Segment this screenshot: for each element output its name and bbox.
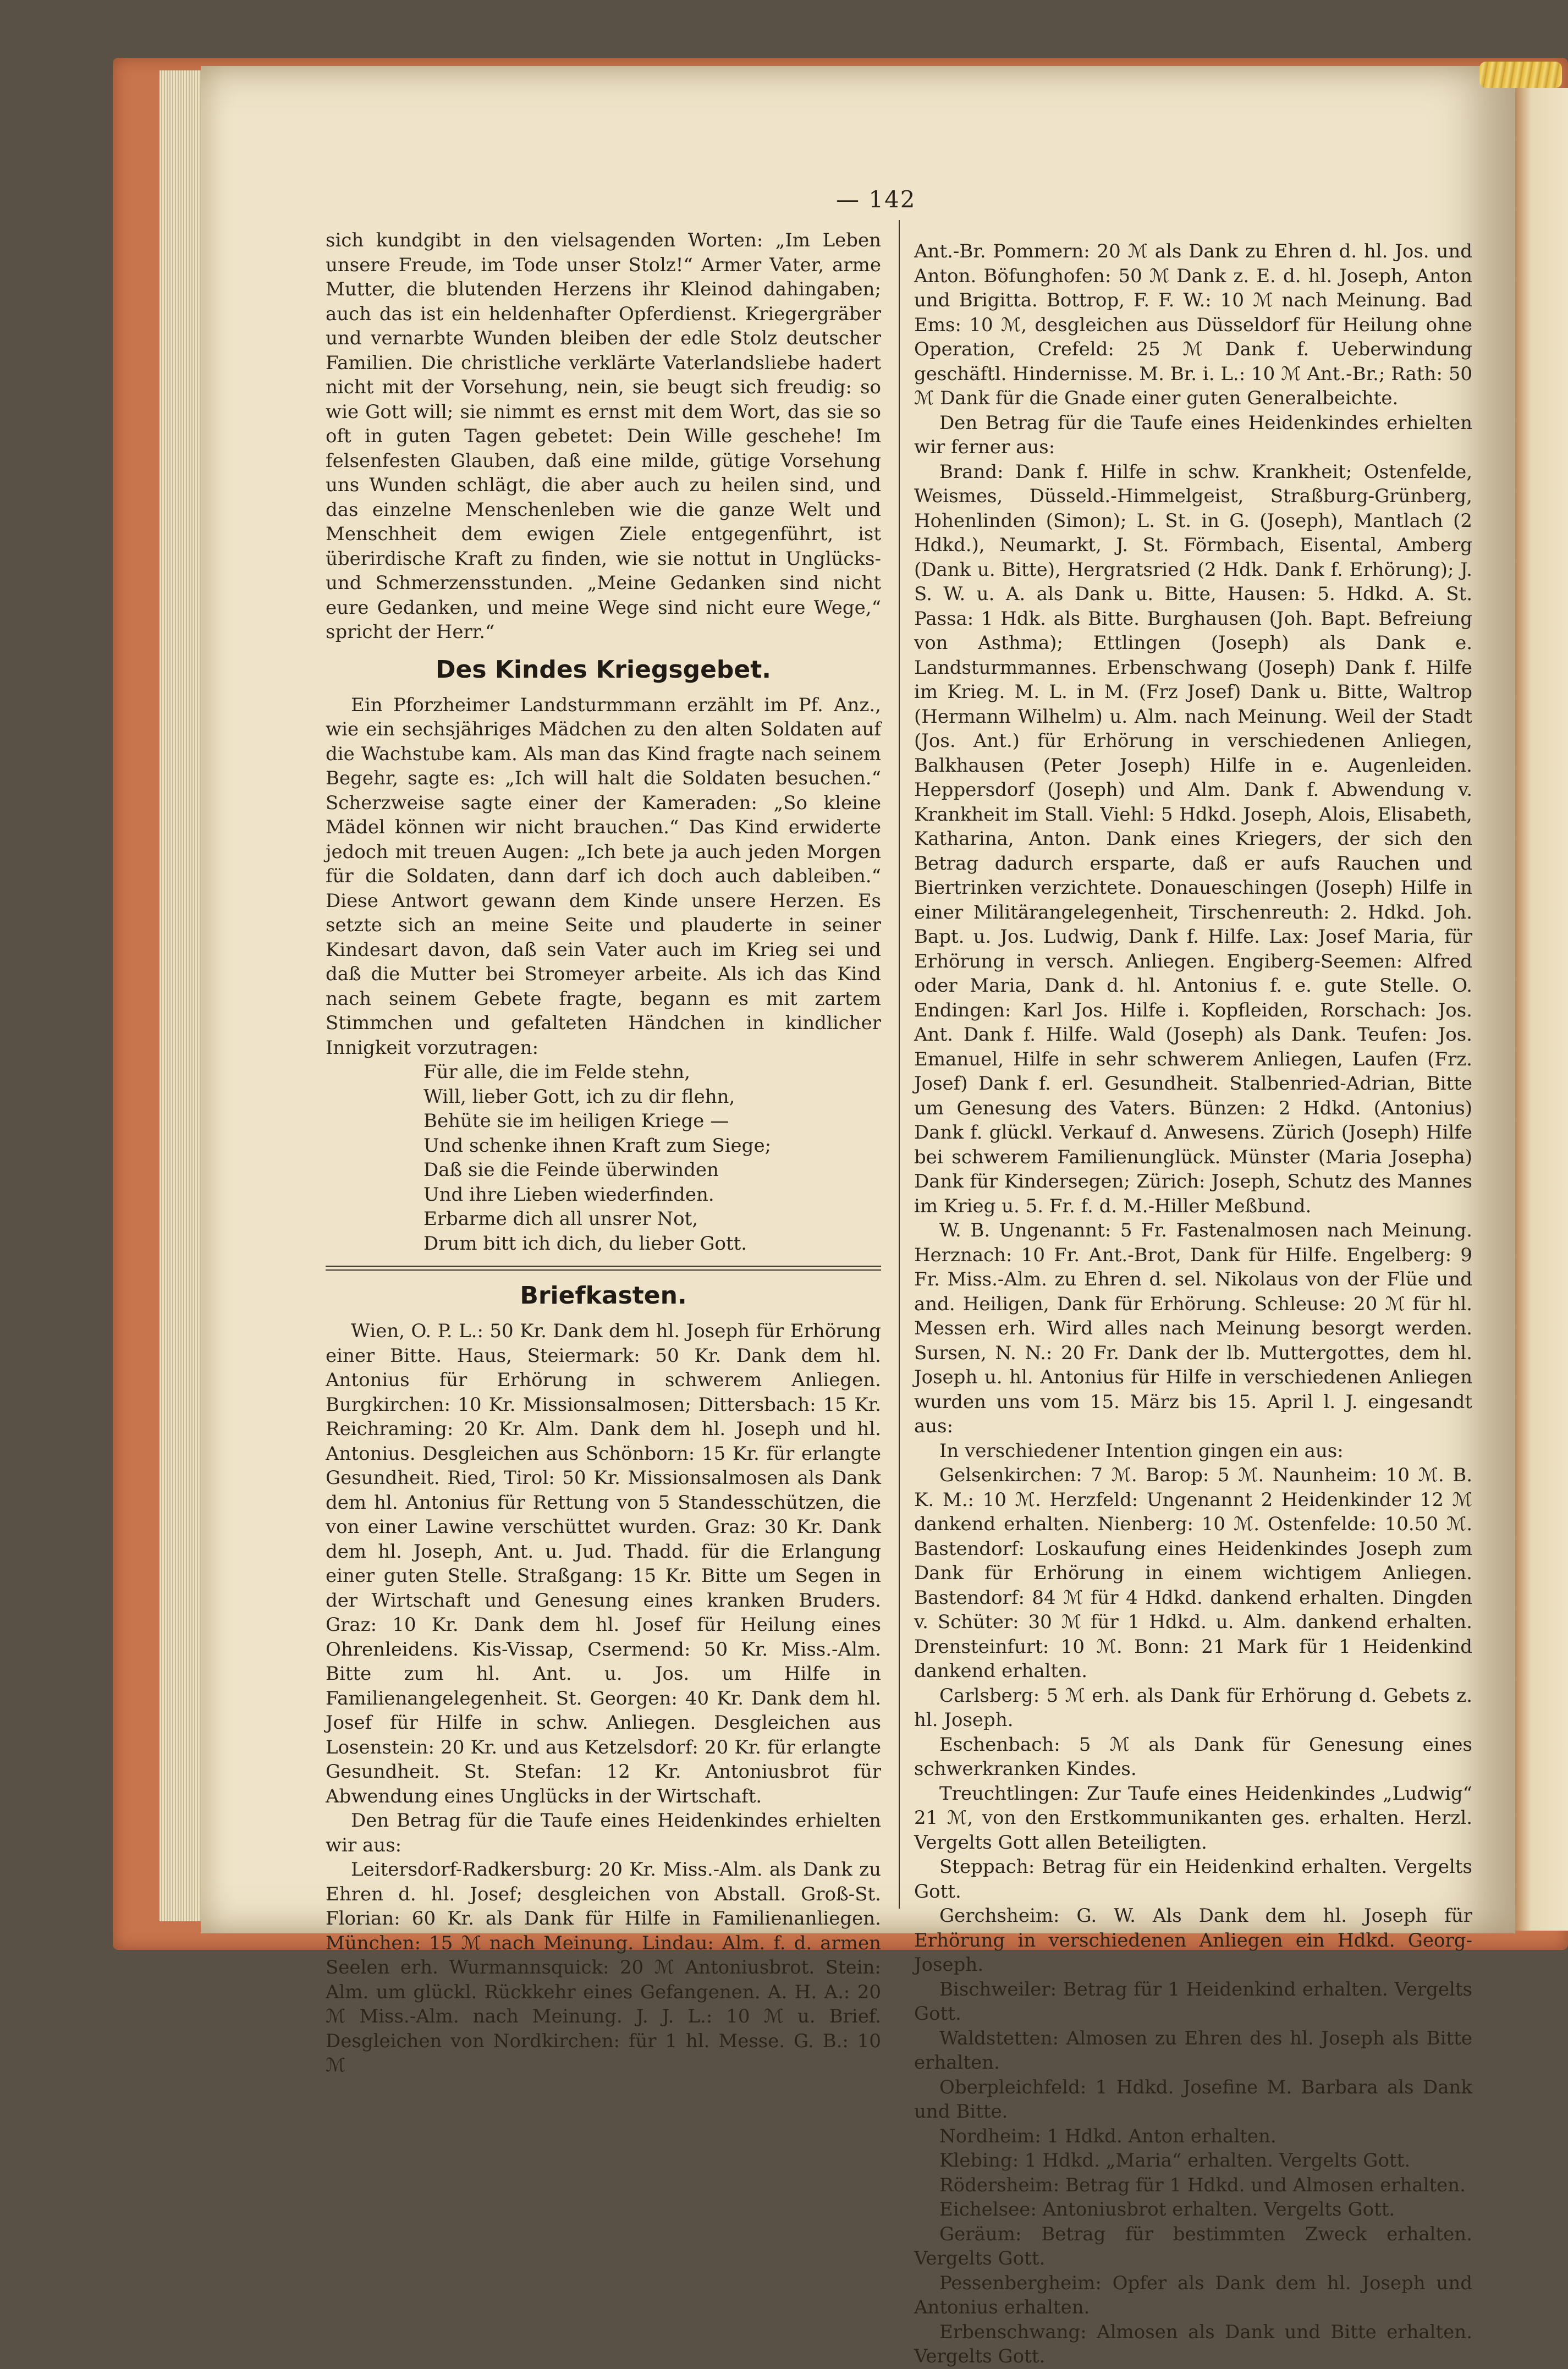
right-column [914, 239, 1472, 2369]
section-title: Des Kindes Kriegsgebet. [435, 655, 772, 684]
entry: Nordheim: 1 Hdkd. Anton erhalten. [939, 2125, 1277, 2147]
poem-line: Will, lieber Gott, ich zu dir flehn, [423, 1085, 735, 1108]
poem-line: Und schenke ihnen Kraft zum Siege; [423, 1134, 772, 1157]
entry: Steppach: Betrag für ein Heidenkind erhalten. Vergelts Gott. [914, 1856, 1472, 1903]
next-page-edge [1515, 88, 1568, 1931]
paragraph: W. B. Ungenannt: 5 Fr. Fastenalmosen nach Meinung. Herznach: 10 Fr. Ant.-Brot, Dank für Hilfe. Engelberg: 9 Fr. Miss.-Alm. zu Ehren d. sel. Nikolaus von der Flüe und and. Heiligen, Dank für Erhörung. Schleuse: 20 ℳ für hl. Messen erh. Wird alles nach Meinung besorgt werden. Sursen, N. N.: 20 Fr. Dank der lb. Muttergottes, dem hl. Joseph u. hl. Antonius für Hilfe in verschiedenen Anliegen wurden uns vom 15. März bis 15. April l. J. eingesandt aus: [914, 1219, 1472, 1437]
poem-line: Und ihre Lieben wiederfinden. [423, 1183, 714, 1206]
poem-line: Daß sie die Feinde überwinden [423, 1159, 719, 1181]
paragraph: Gelsenkirchen: 7 ℳ. Barop: 5 ℳ. Naunheim: 10 ℳ. B. K. M.: 10 ℳ. Herzfeld: Ungenannt 2 Heidenkinder 12 ℳ dankend erhalten. Nienberg: 10 ℳ. Ostenfelde: 10.50 ℳ. Bastendorf: Loskaufung eines Heidenkindes Joseph zum Dank für Erhörung in einem wichtigem Anliegen. Bastendorf: 84 ℳ für 4 Hdkd. dankend erhalten. Dingden v. Schüter: 30 ℳ für 1 Hdkd. u. Alm. dankend erhalten. Drensteinfurt: 10 ℳ. Bonn: 21 Mark für 1 Heidenkind dankend erhalten. [914, 1464, 1472, 1682]
poem-line: Drum bitt ich dich, du lieber Gott. [423, 1232, 747, 1255]
left-column [326, 228, 881, 2078]
entry: Gerchsheim: G. W. Als Dank dem hl. Joseph für Erhörung in verschiedenen Anliegen ein Hdkd. Georg-Joseph. [914, 1905, 1472, 1976]
entry: Bischweiler: Betrag für 1 Heidenkind erhalten. Vergelts Gott. [914, 1978, 1472, 2025]
poem [326, 1060, 881, 1256]
entry: Carlsberg: 5 ℳ erh. als Dank für Erhörung d. Gebets z. hl. Joseph. [914, 1684, 1472, 1731]
page-edges [159, 70, 203, 1921]
article-continuation: sich kundgibt in den vielsagenden Worten: „Im Leben unsere Freude, im Tode unser Stolz!“ Armer Vater, arme Mutter, die blutenden Herzens ihr Kleinod dahingaben; auch das ist ein heldenhafter Opferdienst. Kriegergräber und vernarbte Wunden bleiben der edle Stolz deutscher Familien. Die christliche verklärte Vaterlandsliebe hadert nicht mit der Vorsehung, nein, sie beugt sich freudig: so wie Gott will; sie nimmt es ernst mit dem Wort, das sie so oft in guten Tagen gebetet: Dein Wille geschehe! Im felsenfesten Glauben, daß eine milde, gütige Vorsehung uns Wunden schlägt, die aber auch zu heilen sind, und das einzelne Menschenleben wie die ganze Welt und Menschheit dem ewigen Ziele entgegenführt, ist überirdische Kraft zu finden, wie sie nottut in Unglücks- und Schmerzensstunden. „Meine Gedanken sind nicht eure Gedanken, und meine Wege sind nicht eure Wege,“ spricht der Herr.“ [326, 229, 881, 643]
paragraph: Ant.-Br. Pommern: 20 ℳ als Dank zu Ehren d. hl. Jos. und Anton. Böfunghofen: 50 ℳ Dank z. E. d. hl. Joseph, Anton und Brigitta. Bottrop, F. F. W.: 10 ℳ nach Meinung. Bad Ems: 10 ℳ, desgleichen aus Düsseldorf für Heilung ohne Operation, Crefeld: 25 ℳ Dank f. Ueberwindung geschäftl. Hindernisse. M. Br. i. L.: 10 ℳ Ant.-Br.; Rath: 50 ℳ Dank für die Gnade einer guten Generalbeichte. [914, 240, 1472, 409]
entry: Eichelsee: Antoniusbrot erhalten. Vergelts Gott. [939, 2198, 1395, 2220]
bookmark-ribbon [1479, 62, 1562, 88]
poem-line: Erbarme dich all unsrer Not, [423, 1208, 698, 1230]
entry: Eschenbach: 5 ℳ als Dank für Genesung eines schwerkranken Kindes. [914, 1733, 1472, 1780]
entry: Oberpleichfeld: 1 Hdkd. Josefine M. Barbara als Dank und Bitte. [914, 2076, 1472, 2123]
poem-line: Für alle, die im Felde stehn, [423, 1061, 691, 1083]
column-divider [899, 220, 900, 1909]
entry: Geräum: Betrag für bestimmten Zweck erhalten. Vergelts Gott. [914, 2223, 1472, 2269]
paragraph: Brand: Dank f. Hilfe in schw. Krankheit; Ostenfelde, Weismes, Düsseld.-Himmelgeist, Straßburg-Grünberg, Hohenlinden (Simon); L. St. in G. (Joseph), Mantlach (2 Hdkd.), Neumarkt, J. St. Förmbach, Eisental, Amberg (Dank u. Bitte), Hergratsried (2 Hdk. Dank f. Erhörung); J. S. W. u. A. als Dank u. Bitte, Hausen: 5. Hdkd. A. St. Passa: 1 Hdk. als Bitte. Burghausen (Joh. Bapt. Befreiung von Asthma); Ettlingen (Joseph) als Dank e. Landsturmmannes. Erbenschwang (Joseph) Dank f. Hilfe im Krieg. M. L. in M. (Frz Josef) Dank u. Bitte, Waltrop (Hermann Wilhelm) u. Alm. nach Meinung. Weil der Stadt (Jos. Ant.) für Erhörung in verschiedenen Anliegen, Balkhausen (Peter Joseph) Hilfe in e. Augenleiden. Heppersdorf (Joseph) und Alm. Dank f. Abwendung v. Krankheit im Stall. Viehl: 5 Hdkd. Joseph, Alois, Elisabeth, Katharina, Anton. Dank eines Kriegers, der sich den Betrag dadurch ersparte, daß er aufs Rauchen und Biertrinken verzichtete. Donaueschingen (Joseph) Hilfe in einer Militärangelegenheit, Tirschenreuth: 2. Hdkd. Joh. Bapt. u. Jos. Ludwig, Dank f. Hilfe. Lax: Josef Maria, für Erhörung in versch. Anliegen. Engiberg-Seemen: Alfred oder Maria, Dank d. hl. Antonius f. e. gute Stelle. O. Endingen: Karl Jos. Hilfe i. Kopfleiden, Rorschach: Jos. Ant. Dank f. Hilfe. Wald (Joseph) als Dank. Teufen: Jos. Emanuel, Hilfe in sehr schwerem Anliegen, Laufen (Frz. Josef) Dank f. erl. Gesundheit. Stalbenried-Adrian, Bitte um Genesung des Vaters. Bünzen: 2 Hdkd. (Antonius) Dank f. glückl. Verkauf d. Anwesens. Zürich (Joseph) Hilfe bei schwerem Familienunglück. Münster (Maria Josepha) Dank für Kindersegen; Zürich: Joseph, Schutz des Mannes im Krieg u. 5. Fr. f. d. M.-Hiller Meßbund. [914, 460, 1472, 1217]
entry: Waldstetten: Almosen zu Ehren des hl. Joseph als Bitte erhalten. [914, 2027, 1472, 2074]
section-text: Ein Pforzheimer Landsturmmann erzählt im Pf. Anz., wie ein sechsjähriges Mädchen zu den alten Soldaten auf die Wachstube kam. Als man das Kind fragte nach seinem Begehr, sagte es: „Ich will halt die Soldaten besuchen.“ Scherzweise sagte einer der Kameraden: „So kleine Mädel können wir nicht brauchen.“ Das Kind erwiderte jedoch mit treuen Augen: „Ich bete ja auch jeden Morgen für die Soldaten, dann darf ich doch auch dableiben.“ Diese Antwort gewann dem Kinde unsere Herzen. Es setzte sich an meine Seite und plauderte in seiner Kindesart davon, daß sein Vater auch im Krieg sei und daß die Mutter bei Stromeyer arbeite. Als ich das Kind nach seinem Gebete fragte, begann es mit zartem Stimmchen und gefalteten Händchen in kindlicher Innigkeit vorzutragen: [326, 694, 881, 1059]
mailbox-text-2: Den Betrag für die Taufe eines Heidenkindes erhielten wir aus: [326, 1810, 881, 1856]
mailbox-text-3: Leitersdorf-Radkersburg: 20 Kr. Miss.-Alm. als Dank zu Ehren d. hl. Josef; desgleichen von Abstall. Groß-St. Florian: 60 Kr. als Dank für Hilfe in Familienanliegen. München: 15 ℳ nach Meinung. Lindau: Alm. f. d. armen Seelen erh. Wurmannsquick: 20 ℳ Antoniusbrot. Stein: Alm. um glückl. Rückkehr eines Gefangenen. A. H. A.: 20 ℳ Miss.-Alm. nach Meinung. J. J. L.: 10 ℳ u. Brief. Desgleichen von Nordkirchen: für 1 hl. Messe. G. B.: 10 ℳ [326, 1859, 881, 2076]
poem-line: Behüte sie im heiligen Kriege — [423, 1110, 729, 1132]
entry: Treuchtlingen: Zur Taufe eines Heidenkindes „Ludwig“ 21 ℳ, von den Erstkommunikanten ges. erhalten. Herzl. Vergelts Gott allen Beteiligten. [914, 1782, 1472, 1854]
entry: Klebing: 1 Hdkd. „Maria“ erhalten. Vergelts Gott. [939, 2150, 1411, 2172]
page-number: — 142 [836, 186, 916, 213]
paragraph: Den Betrag für die Taufe eines Heidenkindes erhielten wir ferner aus: [914, 411, 1472, 458]
entry: Pessenbergheim: Opfer als Dank dem hl. Joseph und Antonius erhalten. [914, 2272, 1472, 2318]
entry: Erbenschwang: Almosen als Dank und Bitte erhalten. Vergelts Gott. [914, 2321, 1472, 2367]
section-divider [326, 1266, 881, 1271]
entry: Rödersheim: Betrag für 1 Hdkd. und Almosen erhalten. [939, 2174, 1466, 2196]
mailbox-text: Wien, O. P. L.: 50 Kr. Dank dem hl. Joseph für Erhörung einer Bitte. Haus, Steiermark: 50 Kr. Dank dem hl. Antonius für Erhörung in schwerem Anliegen. Burgkirchen: 10 Kr. Missionsalmosen; Dittersbach: 15 Kr. Reichraming: 20 Kr. Alm. Dank dem hl. Joseph und hl. Antonius. Desgleichen aus Schönborn: 15 Kr. für erlangte Gesundheit. Ried, Tirol: 50 Kr. Missionsalmosen als Dank dem hl. Antonius für Rettung von 5 Standesschützen, die von einer Lawine verschüttet wurden. Graz: 30 Kr. Dank dem hl. Joseph, Ant. u. Jud. Thadd. für die Erlangung einer guten Stelle. Straßgang: 15 Kr. Bitte um Segen in der Wirtschaft und Genesung eines kranken Bruders. Graz: 10 Kr. Dank dem hl. Josef für Heilung eines Ohrenleidens. Kis-Vissap, Csermend: 50 Kr. Miss.-Alm. Bitte zum hl. Ant. u. Jos. um Hilfe in Familienangelegenheit. St. Georgen: 40 Kr. Dank dem hl. Josef für Hilfe in schw. Anliegen. Desgleichen aus Losenstein: 20 Kr. und aus Ketzelsdorf: 20 Kr. für erlangte Gesundheit. St. Stefan: 12 Kr. Antoniusbrot für Abwendung eines Unglücks in der Wirtschaft. [326, 1320, 881, 1807]
paragraph: In verschiedener Intention gingen ein aus: [939, 1439, 1344, 1462]
mailbox-title: Briefkasten. [520, 1282, 687, 1310]
